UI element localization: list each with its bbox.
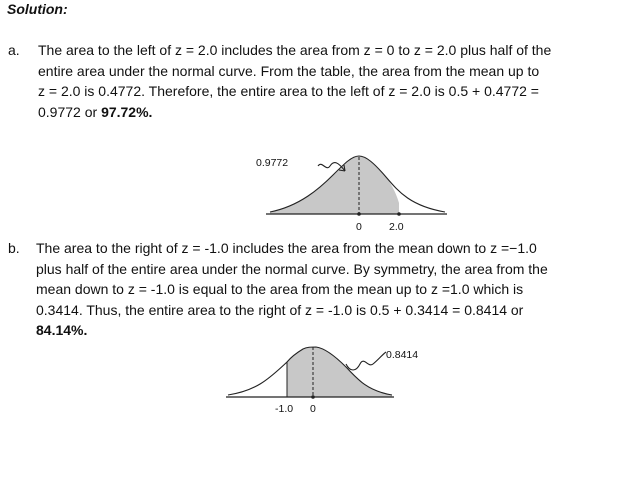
part-a-line-3: z = 2.0 is 0.4772. Therefore, the entire area to the left of z = 2.0 is 0.5 + 0.4772 = — [38, 83, 539, 99]
part-b-line-3: mean down to z = -1.0 is equal to the area from the mean up to z =1.0 which is — [36, 281, 524, 297]
part-b-marker: b. — [8, 240, 20, 256]
figure-b-arrow — [346, 352, 386, 370]
part-a-line-1: The area to the left of z = 2.0 includes the area from z = 0 to z = 2.0 plus half of the — [38, 42, 552, 58]
part-b-answer: 84.14%. — [36, 322, 88, 338]
part-b-line-4: 0.3414. Thus, the entire area to the right of z = -1.0 is 0.5 + 0.3414 = 0.8414 or — [36, 301, 524, 318]
figure-a-area-label: 0.9772 — [256, 157, 289, 169]
figure-b-tick-mean: 0 — [310, 403, 316, 415]
part-a-marker: a. — [8, 42, 20, 58]
part-a-answer: 97.72%. — [101, 103, 153, 120]
figure-b-shaded-area — [287, 347, 392, 397]
part-b-line-1: The area to the right of z = -1.0 includes the area from the mean down to z =−1.0 — [36, 240, 537, 256]
figure-b-tick-z: -1.0 — [275, 403, 294, 415]
part-a-line-2: entire area under the normal curve. From the table, the area from the mean up to — [38, 62, 540, 79]
figure-b-mean-point — [311, 395, 315, 399]
figure-b-area-label: 0.8414 — [386, 349, 419, 361]
figure-a-tick-z: 2.0 — [389, 221, 404, 233]
part-b-line-2: plus half of the entire area under the normal curve. By symmetry, the area from the — [36, 260, 548, 277]
part-a-line-4-prefix: 0.9772 or — [38, 103, 102, 120]
solution-heading: Solution: — [7, 1, 68, 17]
figure-a-tick-mean: 0 — [356, 221, 362, 233]
